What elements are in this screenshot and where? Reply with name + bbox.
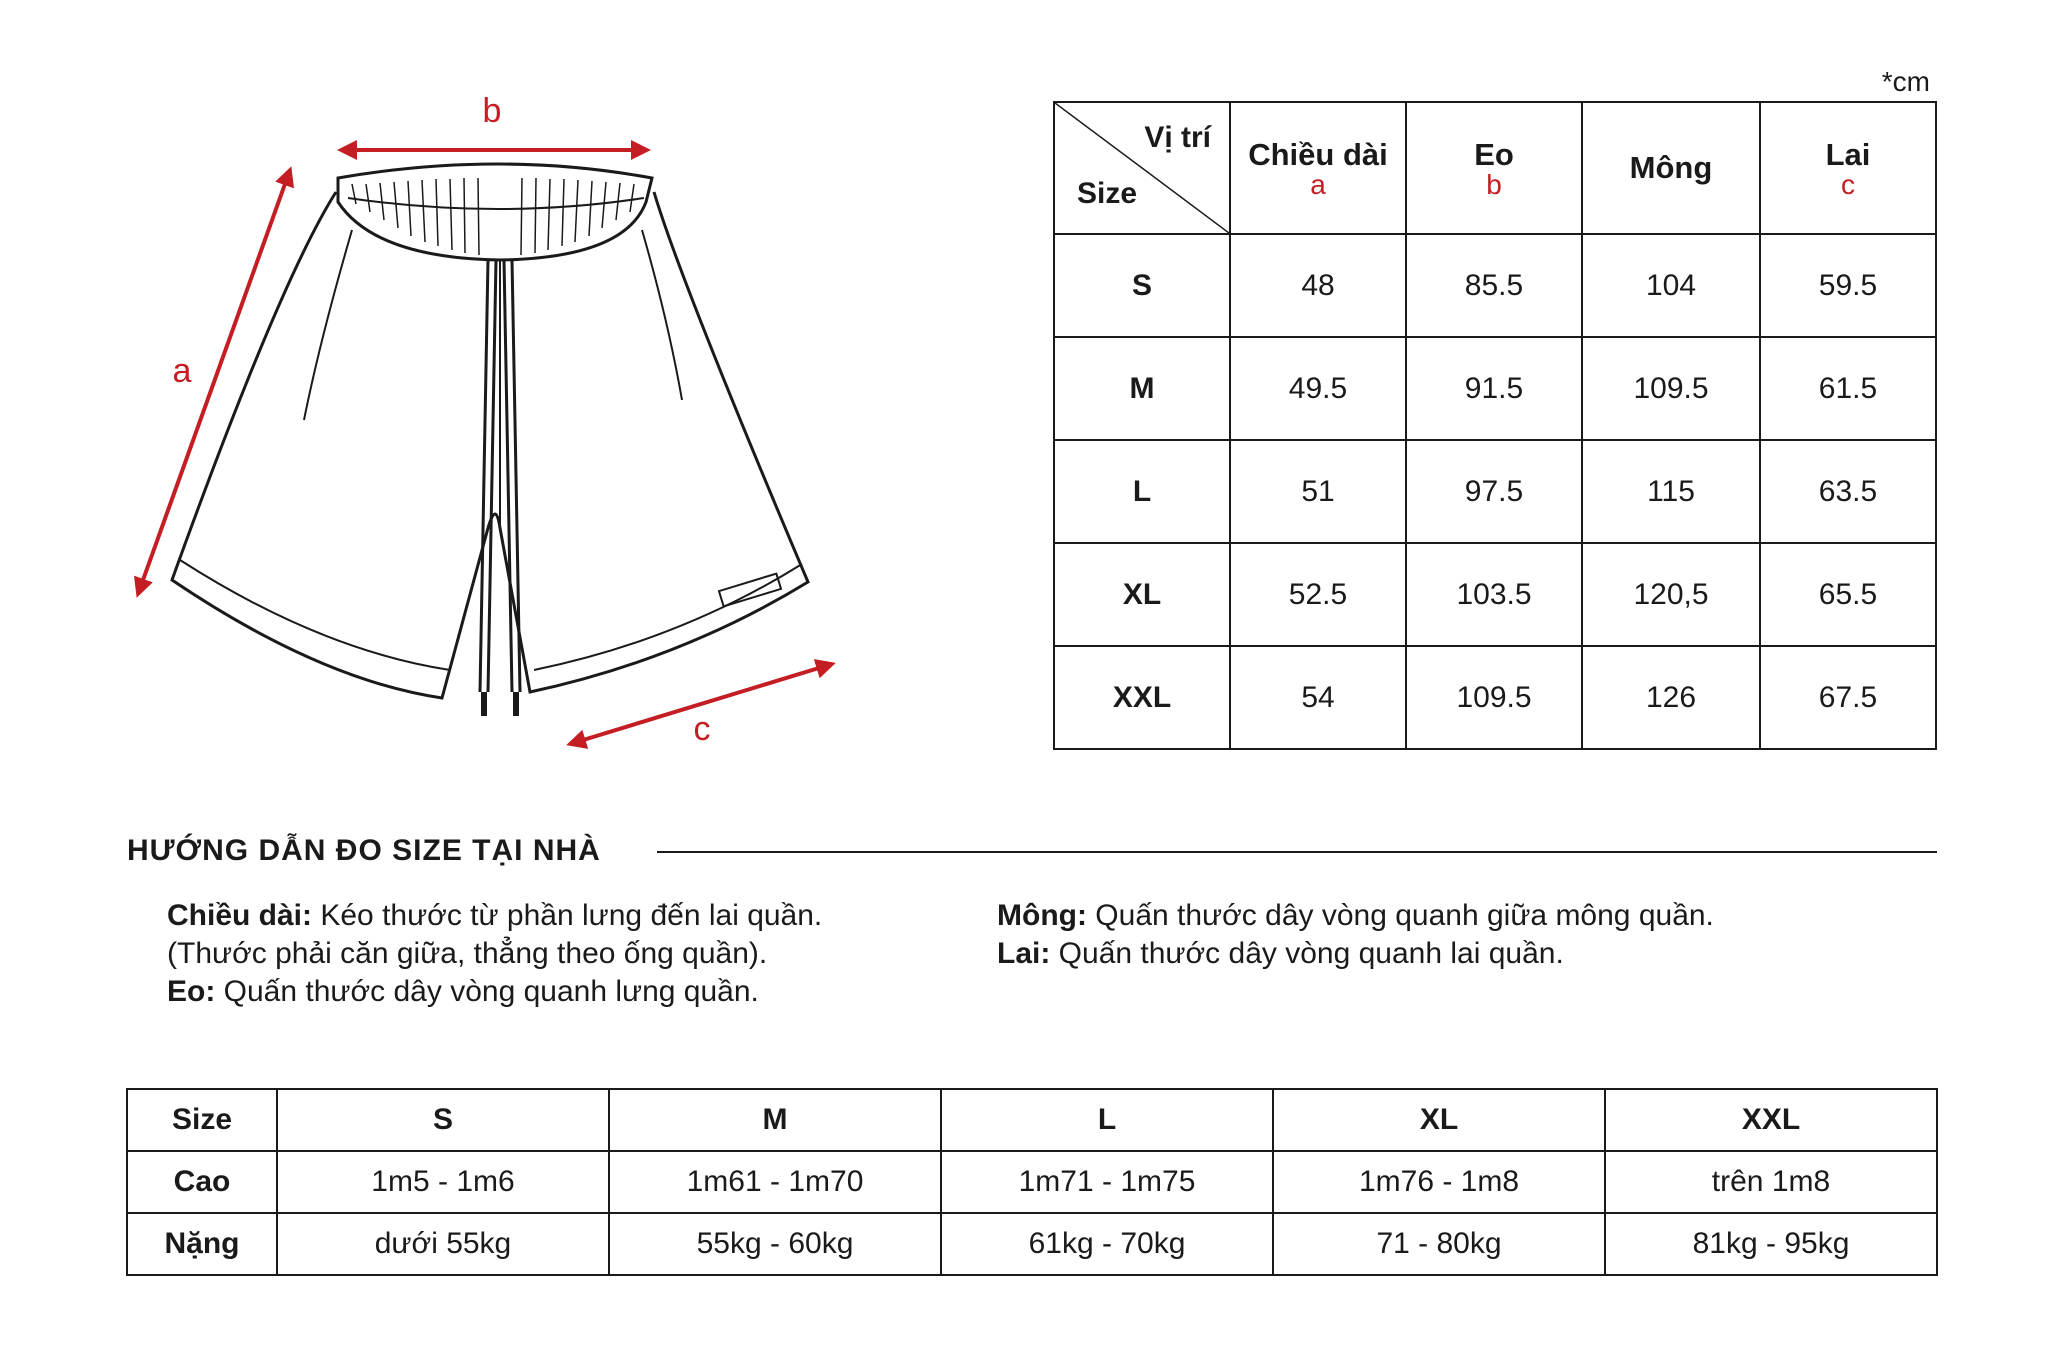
waistband xyxy=(338,164,652,260)
value-cell: 48 xyxy=(1230,234,1406,337)
guide-item xyxy=(167,897,822,935)
value-cell: 103.5 xyxy=(1406,543,1582,646)
value-cell: 59.5 xyxy=(1760,234,1936,337)
value-cell: 49.5 xyxy=(1230,337,1406,440)
guide-divider xyxy=(657,851,1937,853)
fit-table xyxy=(126,1088,1938,1276)
fit-value-cell: 81kg - 95kg xyxy=(1605,1213,1937,1275)
guide-item xyxy=(167,935,822,973)
guide-item xyxy=(997,935,1714,973)
column-header-waist xyxy=(1406,102,1582,234)
measurement-table xyxy=(1053,101,1937,750)
value-cell: 52.5 xyxy=(1230,543,1406,646)
column-name: Mông xyxy=(1629,150,1713,185)
size-cell: XXL xyxy=(1054,646,1230,749)
measurement-row xyxy=(1054,234,1936,337)
fit-row-weight xyxy=(127,1213,1937,1275)
value-cell: 91.5 xyxy=(1406,337,1582,440)
size-cell: XL xyxy=(1054,543,1230,646)
fit-header-label: Size xyxy=(127,1089,277,1151)
guide-item xyxy=(997,897,1714,935)
value-cell: 104 xyxy=(1582,234,1760,337)
column-header-hem xyxy=(1760,102,1936,234)
arrow-a xyxy=(138,170,290,594)
fit-header-row xyxy=(127,1089,1937,1151)
fit-value-cell: 1m5 - 1m6 xyxy=(277,1151,609,1213)
value-cell: 65.5 xyxy=(1760,543,1936,646)
measurement-row xyxy=(1054,440,1936,543)
column-name: Eo xyxy=(1474,137,1514,172)
column-name: Lai xyxy=(1825,137,1871,172)
value-cell: 63.5 xyxy=(1760,440,1936,543)
fit-row-height xyxy=(127,1151,1937,1213)
guide-right-column xyxy=(997,897,1714,973)
fit-row-label: Cao xyxy=(127,1151,277,1213)
corner-header xyxy=(1054,102,1230,234)
guide-text: Kéo thước từ phần lưng đến lai quần. xyxy=(312,899,823,932)
guide-text: (Thước phải căn giữa, thẳng theo ống quần). xyxy=(167,937,768,970)
value-cell: 115 xyxy=(1582,440,1760,543)
guide-term: Mông: xyxy=(997,899,1087,932)
corner-size-label: Size xyxy=(1077,177,1138,210)
fit-size-header: XXL xyxy=(1605,1089,1937,1151)
fit-row-label: Nặng xyxy=(127,1213,277,1275)
fit-size-header: XL xyxy=(1273,1089,1605,1151)
column-name: Chiều dài xyxy=(1248,137,1388,172)
column-key: a xyxy=(1310,169,1326,200)
size-cell: L xyxy=(1054,440,1230,543)
fit-value-cell: 61kg - 70kg xyxy=(941,1213,1273,1275)
fit-value-cell: dưới 55kg xyxy=(277,1213,609,1275)
guide-text: Quấn thước dây vòng quanh giữa mông quần. xyxy=(1086,899,1714,932)
label-a: a xyxy=(172,352,192,390)
value-cell: 126 xyxy=(1582,646,1760,749)
value-cell: 61.5 xyxy=(1760,337,1936,440)
fit-value-cell: 1m76 - 1m8 xyxy=(1273,1151,1605,1213)
guide-item xyxy=(167,973,822,1011)
column-key: c xyxy=(1841,169,1855,200)
fit-value-cell: trên 1m8 xyxy=(1605,1151,1937,1213)
measurement-header-row xyxy=(1054,102,1936,234)
value-cell: 109.5 xyxy=(1406,646,1582,749)
fit-value-cell: 55kg - 60kg xyxy=(609,1213,941,1275)
size-cell: M xyxy=(1054,337,1230,440)
unit-note: *cm xyxy=(1881,66,1930,97)
guide-term: Lai: xyxy=(997,937,1051,970)
value-cell: 67.5 xyxy=(1760,646,1936,749)
shorts-diagram xyxy=(120,80,860,760)
value-cell: 51 xyxy=(1230,440,1406,543)
value-cell: 120,5 xyxy=(1582,543,1760,646)
value-cell: 97.5 xyxy=(1406,440,1582,543)
value-cell: 54 xyxy=(1230,646,1406,749)
fit-value-cell: 1m71 - 1m75 xyxy=(941,1151,1273,1213)
value-cell: 109.5 xyxy=(1582,337,1760,440)
guide-term: Chiều dài: xyxy=(167,899,313,932)
guide-term: Eo: xyxy=(167,975,216,1008)
guide-text: Quấn thước dây vòng quanh lưng quần. xyxy=(215,975,759,1008)
column-header-length xyxy=(1230,102,1406,234)
guide-left-column xyxy=(167,897,822,1011)
fit-size-header: M xyxy=(609,1089,941,1151)
corner-position-label: Vị trí xyxy=(1144,121,1211,154)
measurement-row xyxy=(1054,337,1936,440)
fit-value-cell: 1m61 - 1m70 xyxy=(609,1151,941,1213)
guide-title: HƯỚNG DẪN ĐO SIZE TẠI NHÀ xyxy=(127,834,601,867)
label-b: b xyxy=(482,92,502,130)
column-header-hip xyxy=(1582,102,1760,234)
fit-size-header: S xyxy=(277,1089,609,1151)
value-cell: 85.5 xyxy=(1406,234,1582,337)
measurement-row xyxy=(1054,646,1936,749)
guide-text: Quấn thước dây vòng quanh lai quần. xyxy=(1050,937,1564,970)
fit-value-cell: 71 - 80kg xyxy=(1273,1213,1605,1275)
label-c: c xyxy=(693,710,711,748)
measurement-row xyxy=(1054,543,1936,646)
fit-size-header: L xyxy=(941,1089,1273,1151)
size-cell: S xyxy=(1054,234,1230,337)
column-key: b xyxy=(1486,169,1502,200)
